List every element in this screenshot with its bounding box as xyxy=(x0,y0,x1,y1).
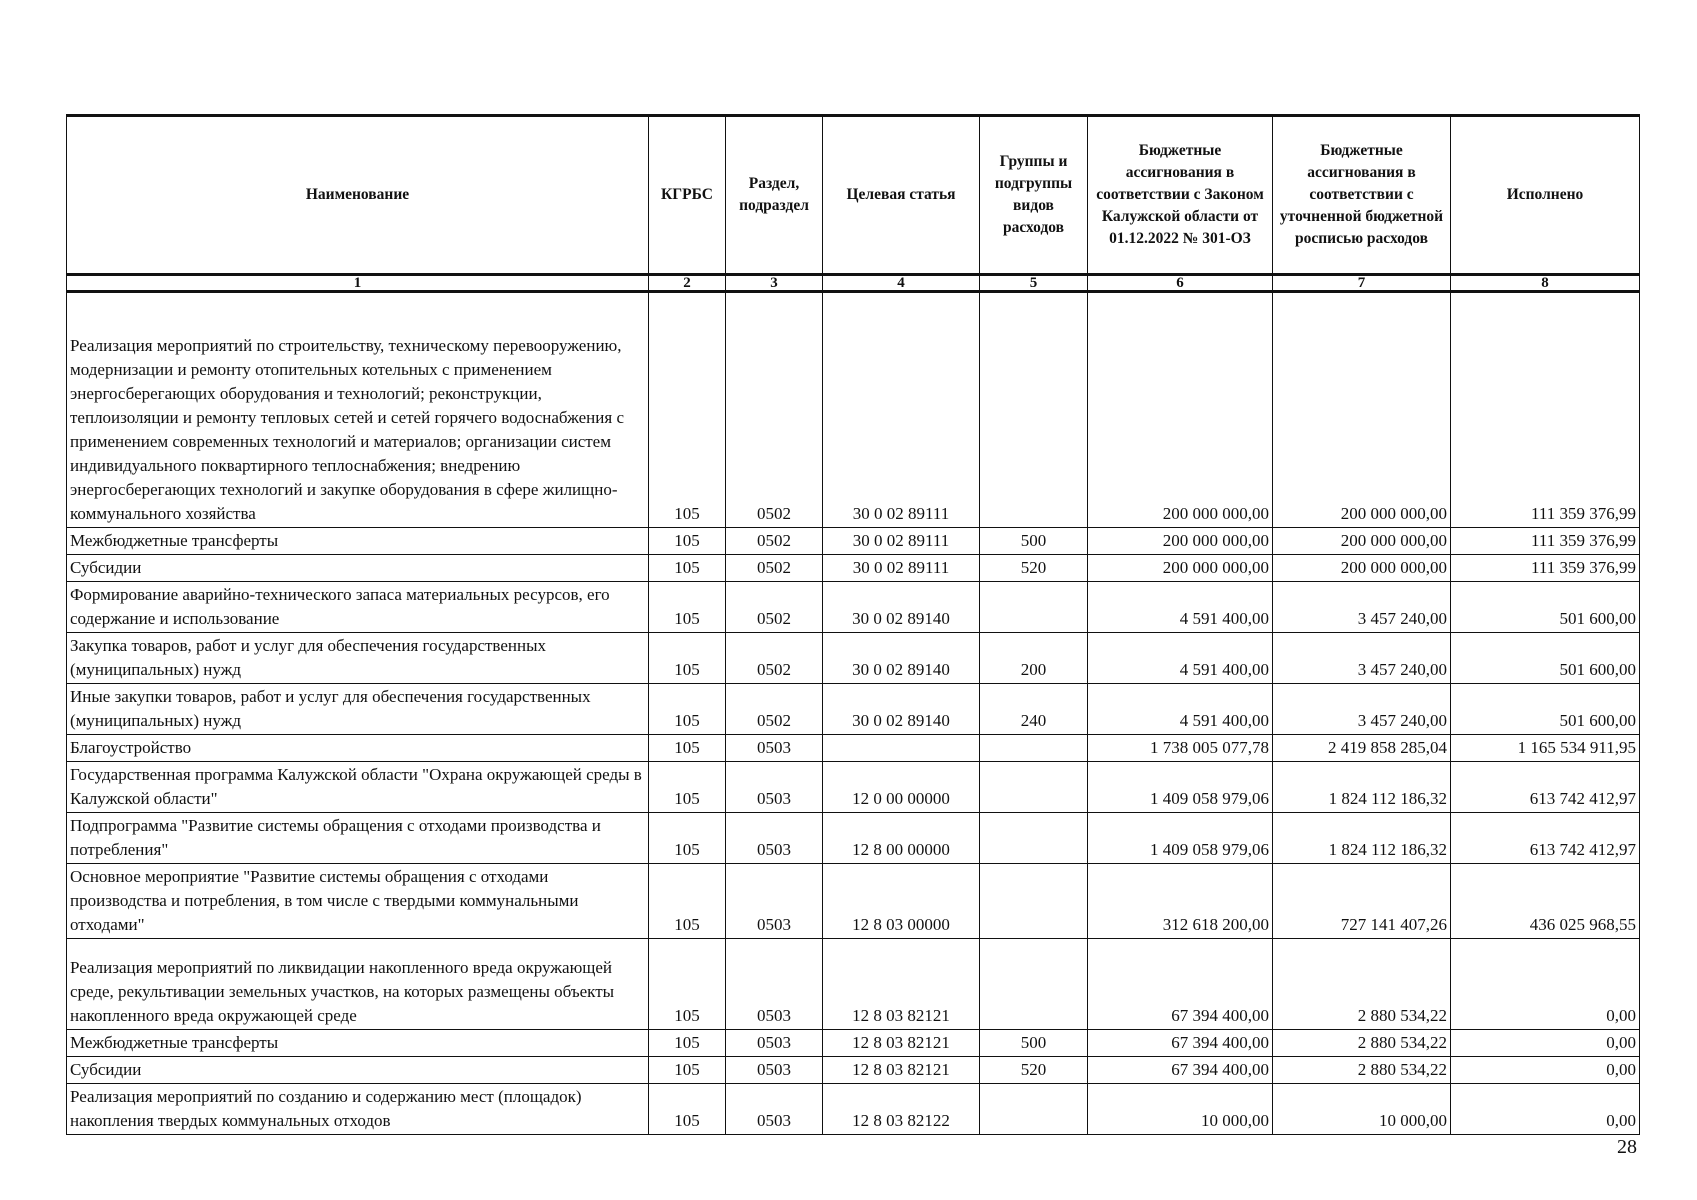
cell-law-allocations: 200 000 000,00 xyxy=(1088,528,1273,555)
cell-name: Межбюджетные трансферты xyxy=(67,1030,649,1057)
cell-expense-group xyxy=(980,1084,1088,1135)
cell-revised-allocations: 2 880 534,22 xyxy=(1273,939,1451,1030)
table-row xyxy=(67,555,1640,582)
cell-kgrbs: 105 xyxy=(649,292,726,528)
table-row xyxy=(67,633,1640,684)
cell-expense-group xyxy=(980,864,1088,939)
cell-expense-group: 240 xyxy=(980,684,1088,735)
column-number: 6 xyxy=(1088,275,1273,292)
cell-executed: 501 600,00 xyxy=(1451,633,1640,684)
cell-law-allocations: 200 000 000,00 xyxy=(1088,555,1273,582)
cell-executed: 0,00 xyxy=(1451,1084,1640,1135)
cell-revised-allocations: 3 457 240,00 xyxy=(1273,684,1451,735)
cell-expense-group: 520 xyxy=(980,555,1088,582)
cell-section: 0502 xyxy=(726,582,823,633)
table-row xyxy=(67,1057,1640,1084)
cell-revised-allocations: 727 141 407,26 xyxy=(1273,864,1451,939)
column-number: 2 xyxy=(649,275,726,292)
cell-expense-group xyxy=(980,939,1088,1030)
cell-kgrbs: 105 xyxy=(649,864,726,939)
cell-expense-group xyxy=(980,735,1088,762)
cell-target-article: 12 8 03 82122 xyxy=(823,1084,980,1135)
cell-executed: 111 359 376,99 xyxy=(1451,528,1640,555)
cell-executed: 0,00 xyxy=(1451,1057,1640,1084)
budget-table xyxy=(66,114,1640,1135)
header-revised-allocations: Бюджетные ассигнования в соответствии с уточненной бюджетной росписью расходов xyxy=(1273,116,1451,275)
cell-kgrbs: 105 xyxy=(649,813,726,864)
cell-name: Основное мероприятие "Развитие системы обращения с отходами производства и потребления, в том числе с твердыми коммунальными отходами" xyxy=(67,864,649,939)
cell-revised-allocations: 10 000,00 xyxy=(1273,1084,1451,1135)
table-row xyxy=(67,292,1640,528)
cell-law-allocations: 1 409 058 979,06 xyxy=(1088,813,1273,864)
header-target-article: Целевая статья xyxy=(823,116,980,275)
table-row xyxy=(67,864,1640,939)
cell-executed: 0,00 xyxy=(1451,1030,1640,1057)
cell-expense-group: 200 xyxy=(980,633,1088,684)
cell-target-article: 30 0 02 89140 xyxy=(823,684,980,735)
cell-section: 0502 xyxy=(726,684,823,735)
column-number: 1 xyxy=(67,275,649,292)
cell-target-article: 12 8 03 00000 xyxy=(823,864,980,939)
cell-law-allocations: 67 394 400,00 xyxy=(1088,939,1273,1030)
column-number: 5 xyxy=(980,275,1088,292)
cell-name: Формирование аварийно-технического запаса материальных ресурсов, его содержание и использование xyxy=(67,582,649,633)
cell-kgrbs: 105 xyxy=(649,684,726,735)
cell-name: Реализация мероприятий по созданию и содержанию мест (площадок) накопления твердых коммунальных отходов xyxy=(67,1084,649,1135)
cell-expense-group xyxy=(980,582,1088,633)
cell-executed: 0,00 xyxy=(1451,939,1640,1030)
cell-law-allocations: 67 394 400,00 xyxy=(1088,1030,1273,1057)
cell-target-article: 30 0 02 89111 xyxy=(823,528,980,555)
cell-section: 0503 xyxy=(726,1057,823,1084)
cell-kgrbs: 105 xyxy=(649,939,726,1030)
header-name: Наименование xyxy=(67,116,649,275)
cell-kgrbs: 105 xyxy=(649,1084,726,1135)
cell-kgrbs: 105 xyxy=(649,762,726,813)
cell-executed: 613 742 412,97 xyxy=(1451,762,1640,813)
cell-section: 0503 xyxy=(726,864,823,939)
cell-name: Благоустройство xyxy=(67,735,649,762)
cell-name: Закупка товаров, работ и услуг для обеспечения государственных (муниципальных) нужд xyxy=(67,633,649,684)
cell-target-article: 12 8 00 00000 xyxy=(823,813,980,864)
cell-expense-group: 500 xyxy=(980,528,1088,555)
cell-name: Государственная программа Калужской области "Охрана окружающей среды в Калужской области" xyxy=(67,762,649,813)
table-row xyxy=(67,582,1640,633)
table-row xyxy=(67,735,1640,762)
cell-target-article: 30 0 02 89111 xyxy=(823,555,980,582)
cell-section: 0502 xyxy=(726,292,823,528)
cell-law-allocations: 4 591 400,00 xyxy=(1088,582,1273,633)
header-section: Раздел, подраздел xyxy=(726,116,823,275)
cell-revised-allocations: 1 824 112 186,32 xyxy=(1273,813,1451,864)
cell-law-allocations: 10 000,00 xyxy=(1088,1084,1273,1135)
table-row xyxy=(67,528,1640,555)
cell-expense-group: 520 xyxy=(980,1057,1088,1084)
cell-name: Реализация мероприятий по строительству, техническому перевооружению, модернизации и ремонту отопительных котельных с применением энергосберегающих оборудования и технологий; реконструкции, теплоизоляции и ремонту тепловых сетей и сетей горячего водоснабжения с применением современных технологий и материалов; организации систем индивидуального поквартирного теплоснабжения; внедрению энергосберегающих технологий и закупке оборудования в сфере жилищно-коммунального хозяйства xyxy=(67,292,649,528)
cell-executed: 501 600,00 xyxy=(1451,684,1640,735)
cell-name: Межбюджетные трансферты xyxy=(67,528,649,555)
cell-law-allocations: 1 738 005 077,78 xyxy=(1088,735,1273,762)
cell-expense-group xyxy=(980,292,1088,528)
cell-kgrbs: 105 xyxy=(649,582,726,633)
page-number: 28 xyxy=(1617,1136,1637,1158)
cell-name: Реализация мероприятий по ликвидации накопленного вреда окружающей среде, рекультивации земельных участков, на которых размещены объекты накопленного вреда окружающей среде xyxy=(67,939,649,1030)
cell-revised-allocations: 2 880 534,22 xyxy=(1273,1057,1451,1084)
cell-section: 0503 xyxy=(726,813,823,864)
cell-section: 0503 xyxy=(726,762,823,813)
cell-executed: 111 359 376,99 xyxy=(1451,292,1640,528)
cell-law-allocations: 312 618 200,00 xyxy=(1088,864,1273,939)
table-body xyxy=(67,292,1640,1135)
cell-target-article: 12 8 03 82121 xyxy=(823,1057,980,1084)
cell-revised-allocations: 3 457 240,00 xyxy=(1273,633,1451,684)
cell-target-article: 30 0 02 89111 xyxy=(823,292,980,528)
cell-name: Подпрограмма "Развитие системы обращения с отходами производства и потребления" xyxy=(67,813,649,864)
cell-expense-group xyxy=(980,762,1088,813)
cell-revised-allocations: 1 824 112 186,32 xyxy=(1273,762,1451,813)
cell-executed: 1 165 534 911,95 xyxy=(1451,735,1640,762)
cell-kgrbs: 105 xyxy=(649,555,726,582)
cell-kgrbs: 105 xyxy=(649,1030,726,1057)
cell-revised-allocations: 2 880 534,22 xyxy=(1273,1030,1451,1057)
cell-target-article: 30 0 02 89140 xyxy=(823,633,980,684)
cell-section: 0503 xyxy=(726,735,823,762)
cell-law-allocations: 200 000 000,00 xyxy=(1088,292,1273,528)
cell-expense-group: 500 xyxy=(980,1030,1088,1057)
cell-revised-allocations: 3 457 240,00 xyxy=(1273,582,1451,633)
cell-kgrbs: 105 xyxy=(649,633,726,684)
column-number: 4 xyxy=(823,275,980,292)
cell-executed: 501 600,00 xyxy=(1451,582,1640,633)
table-row xyxy=(67,1084,1640,1135)
header-law-allocations: Бюджетные ассигнования в соответствии с Законом Калужской области от 01.12.2022 № 301-ОЗ xyxy=(1088,116,1273,275)
cell-revised-allocations: 2 419 858 285,04 xyxy=(1273,735,1451,762)
cell-expense-group xyxy=(980,813,1088,864)
cell-target-article: 12 0 00 00000 xyxy=(823,762,980,813)
cell-executed: 436 025 968,55 xyxy=(1451,864,1640,939)
table-row xyxy=(67,762,1640,813)
cell-section: 0502 xyxy=(726,633,823,684)
cell-law-allocations: 1 409 058 979,06 xyxy=(1088,762,1273,813)
cell-name: Субсидии xyxy=(67,555,649,582)
cell-name: Иные закупки товаров, работ и услуг для обеспечения государственных (муниципальных) нужд xyxy=(67,684,649,735)
table-row xyxy=(67,684,1640,735)
cell-revised-allocations: 200 000 000,00 xyxy=(1273,555,1451,582)
cell-kgrbs: 105 xyxy=(649,528,726,555)
column-number: 3 xyxy=(726,275,823,292)
cell-executed: 111 359 376,99 xyxy=(1451,555,1640,582)
cell-kgrbs: 105 xyxy=(649,1057,726,1084)
cell-law-allocations: 4 591 400,00 xyxy=(1088,684,1273,735)
cell-target-article: 30 0 02 89140 xyxy=(823,582,980,633)
cell-target-article: 12 8 03 82121 xyxy=(823,1030,980,1057)
table-row xyxy=(67,1030,1640,1057)
cell-law-allocations: 67 394 400,00 xyxy=(1088,1057,1273,1084)
cell-section: 0503 xyxy=(726,1084,823,1135)
cell-executed: 613 742 412,97 xyxy=(1451,813,1640,864)
cell-section: 0502 xyxy=(726,555,823,582)
cell-section: 0503 xyxy=(726,1030,823,1057)
table-row xyxy=(67,939,1640,1030)
header-executed: Исполнено xyxy=(1451,116,1640,275)
cell-target-article: 12 8 03 82121 xyxy=(823,939,980,1030)
cell-target-article xyxy=(823,735,980,762)
cell-section: 0502 xyxy=(726,528,823,555)
table-row xyxy=(67,813,1640,864)
cell-kgrbs: 105 xyxy=(649,735,726,762)
column-number: 7 xyxy=(1273,275,1451,292)
header-kgrbs: КГРБС xyxy=(649,116,726,275)
cell-name: Субсидии xyxy=(67,1057,649,1084)
cell-revised-allocations: 200 000 000,00 xyxy=(1273,292,1451,528)
cell-revised-allocations: 200 000 000,00 xyxy=(1273,528,1451,555)
header-expense-group: Группы и подгруппы видов расходов xyxy=(980,116,1088,275)
column-number: 8 xyxy=(1451,275,1640,292)
cell-law-allocations: 4 591 400,00 xyxy=(1088,633,1273,684)
cell-section: 0503 xyxy=(726,939,823,1030)
